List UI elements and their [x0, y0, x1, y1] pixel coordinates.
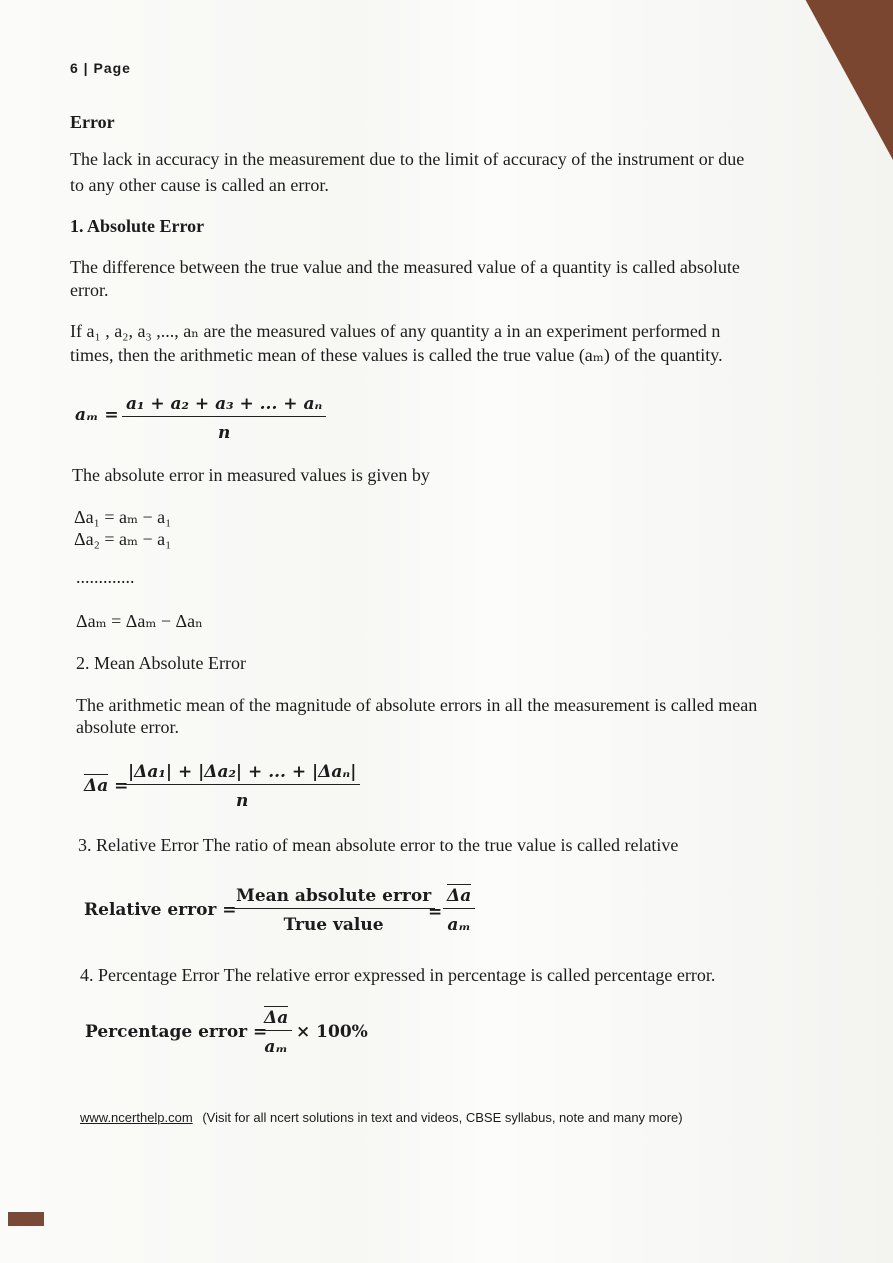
- footer-link[interactable]: www.ncerthelp.com: [80, 1110, 193, 1125]
- mean-error-denominator: n: [236, 791, 249, 811]
- relative-error-denominator-2: aₘ: [447, 915, 471, 935]
- relative-error-fraction-2: [443, 886, 475, 935]
- absolute-error-heading: 1. Absolute Error: [70, 216, 205, 236]
- intro-line-2: to any other cause is called an error.: [70, 175, 329, 195]
- true-value-lhs: aₘ =: [75, 405, 119, 425]
- percentage-error-tail: × 100%: [296, 1022, 368, 1042]
- page-footer: [80, 1110, 683, 1125]
- mean-error-numerator: |Δa₁| + |Δa₂| + ... + |Δaₙ|: [124, 762, 360, 785]
- mean-error-lhs: [84, 776, 128, 796]
- mean-absolute-error-heading: 2. Mean Absolute Error: [76, 653, 246, 673]
- absolute-error-given-by: The absolute error in measured values is given by: [72, 465, 430, 485]
- absolute-error-def-2: error.: [70, 280, 109, 300]
- mean-error-equals: =: [114, 776, 129, 796]
- percentage-error-text: 4. Percentage Error The relative error expressed in percentage is called percentage error.: [80, 965, 716, 985]
- equation-n: Δaₘ = Δaₘ − Δaₙ: [76, 611, 203, 631]
- percentage-error-numerator: [260, 1008, 292, 1031]
- percentage-error-label: Percentage error =: [85, 1022, 268, 1042]
- equation-1: Δa₁ = aₘ − a₁: [74, 507, 172, 527]
- relative-error-numerator: Mean absolute error: [232, 886, 435, 909]
- true-value-fraction: [122, 394, 326, 443]
- true-value-numerator: a₁ + a₂ + a₃ + ... + aₙ: [122, 394, 326, 417]
- percentage-error-fraction: [260, 1008, 292, 1057]
- intro-line-1: The lack in accuracy in the measurement due to the limit of accuracy of the instrument or due: [70, 149, 745, 169]
- relative-error-denominator: True value: [283, 915, 384, 935]
- scan-edge-mark: [8, 1212, 44, 1226]
- percentage-error-delta-symbol: Δa: [264, 1008, 289, 1028]
- relative-error-fraction: [232, 886, 435, 935]
- mean-text-2: times, then the arithmetic mean of these values is called the true value (aₘ) of the quantity.: [70, 345, 723, 365]
- mean-error-symbol: Δa: [84, 776, 109, 796]
- relative-error-delta-symbol: Δa: [447, 886, 472, 906]
- true-value-denominator: n: [217, 423, 231, 443]
- absolute-error-def-1: The difference between the true value and the measured value of a quantity is called absolute: [70, 257, 740, 277]
- mean-absolute-error-def-2: absolute error.: [76, 717, 179, 737]
- relative-error-label: Relative error =: [84, 900, 237, 920]
- page-corner-shadow: [798, 0, 893, 160]
- percentage-error-denominator: aₘ: [264, 1037, 288, 1057]
- mean-error-fraction: [124, 762, 360, 811]
- relative-error-text: 3. Relative Error The ratio of mean absolute error to the true value is called relative: [78, 835, 679, 855]
- relative-error-equals: =: [428, 902, 443, 922]
- page-title: Error: [70, 112, 115, 132]
- mean-text-1: If a₁ , a₂, a₃ ,..., aₙ are the measured values of any quantity a in an experiment performed n: [70, 321, 721, 341]
- page-number: 6 | Page: [70, 60, 131, 76]
- equation-dots: .............: [76, 567, 135, 587]
- relative-error-numerator-2: [443, 886, 475, 909]
- footer-note: (Visit for all ncert solutions in text and videos, CBSE syllabus, note and many more): [202, 1110, 683, 1125]
- equation-2: Δa₂ = aₘ − a₁: [74, 529, 172, 549]
- mean-absolute-error-def-1: The arithmetic mean of the magnitude of absolute errors in all the measurement is called mean: [76, 695, 758, 715]
